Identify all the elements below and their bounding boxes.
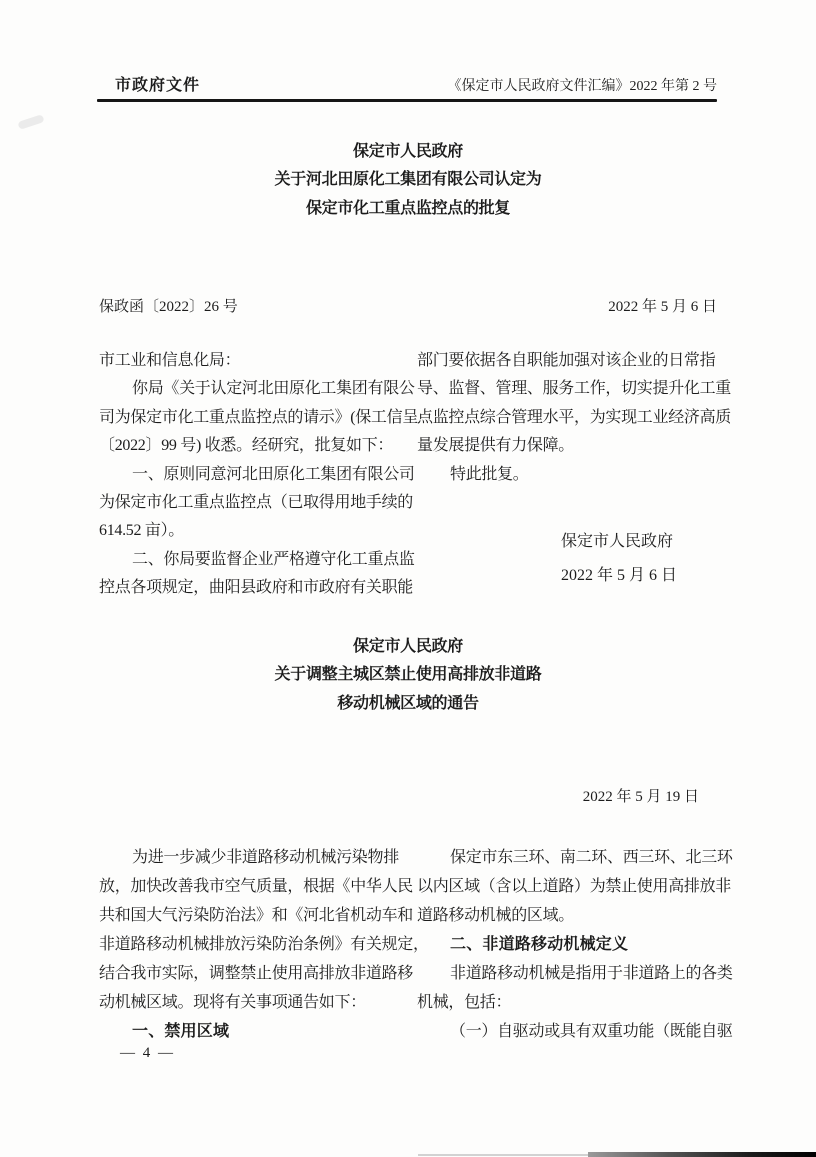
doc1-signature-name: 保定市人民政府: [561, 533, 674, 551]
doc1-right-column: [417, 347, 732, 603]
header-publication-info: 《保定市人民政府文件汇编》2022 年第 2 号: [447, 79, 717, 94]
doc2-right-column: [417, 843, 733, 1046]
doc2-date: 2022 年 5 月 19 日: [582, 789, 699, 805]
text-line: 保定市人民政府: [353, 143, 463, 160]
text-line: 以内区域（含以上道路）为禁止使用高排放非: [417, 878, 732, 895]
doc1-date: 2022 年 5 月 6 日: [608, 299, 717, 315]
text-line: 部门要依据各自职能加强对该企业的日常指: [417, 352, 716, 369]
text-line: 〔2022〕99 号) 收悉。经研究，批复如下：: [99, 437, 394, 455]
text-line: 关于调整主城区禁止使用高排放非道路: [274, 666, 542, 684]
doc1-signature-block: [561, 525, 720, 592]
doc2-left-column: [99, 843, 429, 1046]
doc1-signature-date: 2022 年 5 月 6 日: [561, 566, 678, 584]
text-line: 保定市东三环、南二环、西三环、北三环: [450, 849, 733, 866]
text-line: 关于河北田原化工集团有限公司认定为: [274, 171, 542, 189]
doc1-right-column-text: [417, 347, 732, 489]
page-header: [97, 72, 717, 95]
text-line: 司为保定市化工重点监控点的请示》(保工信呈: [99, 408, 419, 426]
scan-artifact: [588, 1152, 816, 1157]
text-line: 保定市人民政府: [353, 638, 463, 655]
text-line: 共和国大气污染防治法》和《河北省机动车和: [99, 907, 414, 924]
text-line: 放，加快改善我市空气质量，根据《中华人民: [99, 878, 414, 895]
header-divider: [97, 99, 717, 102]
text-line: 导、监督、管理、服务工作，切实提升化工重: [417, 380, 732, 398]
text-line: 结合我市实际，调整禁止使用高排放非道路移: [99, 965, 414, 982]
text-line: 一、禁用区域: [132, 1023, 230, 1040]
text-line: 量发展提供有力保障。: [417, 437, 575, 455]
text-line: 二、你局要监督企业严格遵守化工重点监: [132, 550, 415, 568]
text-line: 614.52 亩）。: [99, 522, 185, 540]
text-line: 道路移动机械的区域。: [417, 907, 575, 924]
scan-artifact: [418, 1154, 588, 1156]
doc2-date-row: [97, 785, 717, 806]
text-line: 你局《关于认定河北田原化工集团有限公: [132, 380, 415, 398]
text-line: 市工业和信息化局：: [99, 352, 241, 369]
text-line: （一）自驱动或具有双重功能（既能自驱: [450, 1023, 733, 1040]
text-line: 二、非道路移动机械定义: [450, 936, 629, 953]
text-line: 点监控点综合管理水平，为实现工业经济高质: [417, 408, 732, 426]
text-line: 移动机械区域的通告: [337, 694, 479, 712]
text-line: 非道路移动机械排放污染防治条例》有关规定，: [99, 936, 429, 953]
text-line: 非道路移动机械是指用于非道路上的各类: [450, 965, 733, 982]
doc2-body: [99, 843, 733, 1046]
text-line: 保定市化工重点监控点的批复: [305, 199, 511, 217]
text-line: 控点各项规定，曲阳县政府和市政府有关职能: [99, 579, 414, 597]
doc1-meta-row: [99, 295, 717, 316]
doc2-title: [97, 633, 719, 718]
scan-artifact: [17, 114, 44, 130]
text-line: 为保定市化工重点监控点（已取得用地手续的: [99, 494, 414, 512]
text-line: 一、原则同意河北田原化工集团有限公司: [132, 465, 415, 483]
text-line: 机械，包括：: [417, 994, 512, 1011]
text-line: 为进一步减少非道路移动机械污染物排: [132, 849, 399, 866]
doc1-number: 保政函〔2022〕26 号: [99, 299, 238, 315]
text-line: 动机械区域。现将有关事项通告如下：: [99, 994, 366, 1011]
page-number: — 4 —: [120, 1045, 175, 1061]
doc1-left-column: [99, 347, 419, 603]
header-section-label: 市政府文件: [115, 77, 201, 94]
doc1-title: [97, 138, 719, 223]
text-line: 特此批复。: [450, 465, 529, 483]
doc1-body: [99, 347, 732, 603]
